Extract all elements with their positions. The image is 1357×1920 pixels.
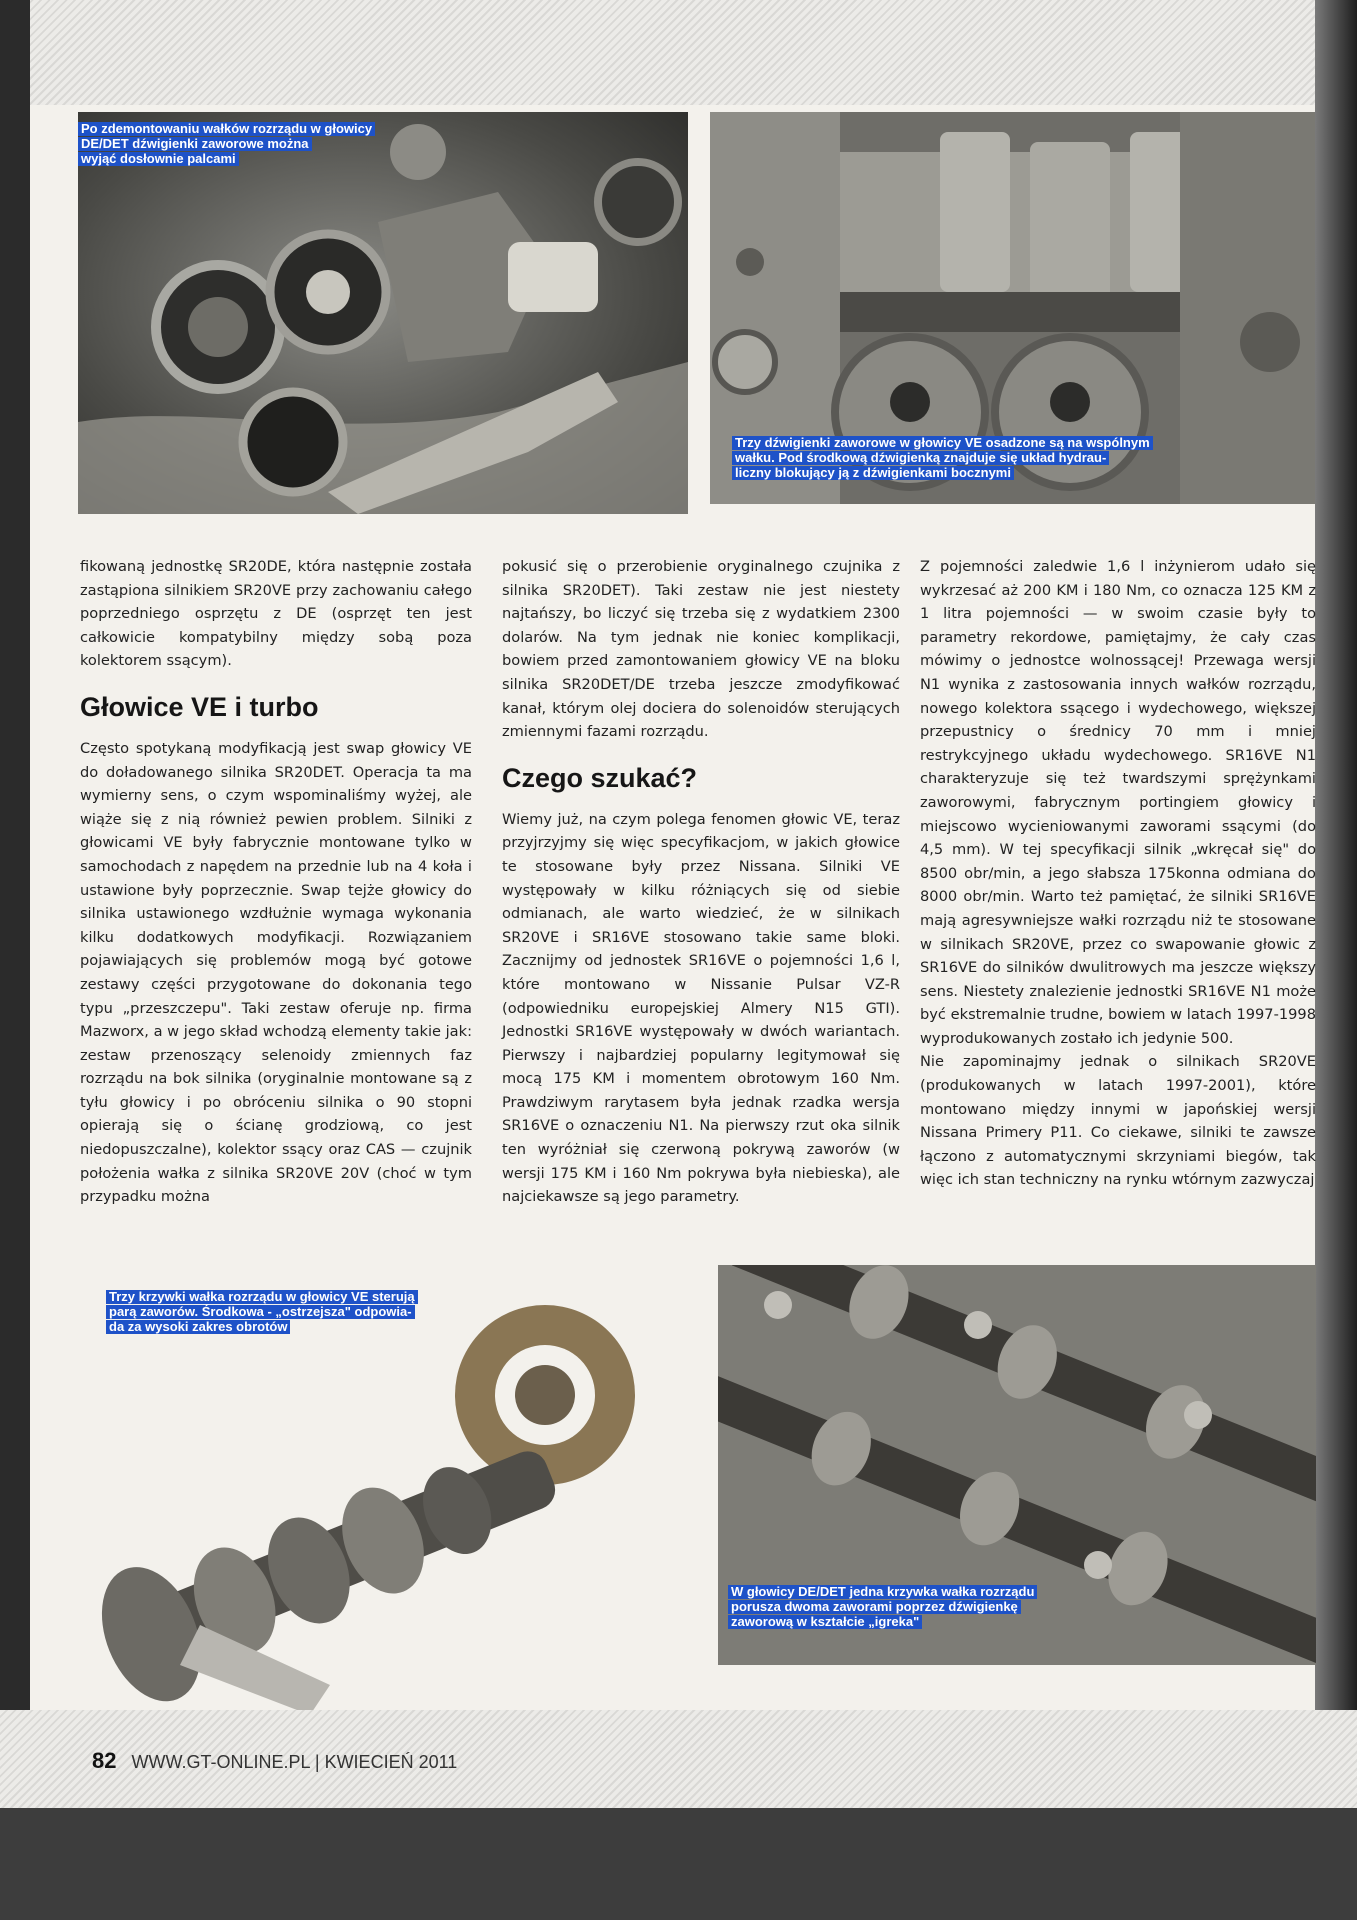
caption-camshaft (106, 1290, 418, 1335)
footer-issue: KWIECIEŃ 2011 (324, 1752, 458, 1772)
left-binding-edge (0, 0, 30, 1808)
footer-separator: | (314, 1752, 320, 1772)
caption-line: zaworową w kształcie „igreka" (728, 1615, 922, 1629)
caption-line: da za wysoki zakres obrotów (106, 1320, 290, 1334)
caption-ve-rocker-arms (732, 436, 1153, 481)
caption-de-rocker-arms (78, 122, 375, 167)
scan-background-bottom (0, 1808, 1357, 1920)
paragraph: fikowaną jednostkę SR20DE, która następnie została zastąpiona silnikiem SR20VE przy zachowaniu całego poprzedniego osprzętu z DE (osprzęt ten jest całkowicie kompatybilny między sobą poza kolektorem ssącym). (80, 558, 472, 670)
photo-ve-rocker-arms (710, 112, 1315, 504)
photo-camshaft (70, 1285, 710, 1715)
paragraph: Wiemy już, na czym polega fenomen głowic VE, teraz przyjrzyjmy się więc specyfikacjom, w jakich głowice te stosowane były przez Nissana. Silniki VE występowały w kilku różniących się od siebie odmianach, ale warto wiedzieć, że w silnikach SR20VE i SR16VE stosowano takie same bloki. Zacznijmy od jednostek SR16VE o pojemności 1,6 l, które montowano w Nissanie Pulsar VZ-R (odpowiedniku europejskiej Almery N15 GTI). Jednostki SR16VE występowały w dwóch wariantach. Pierwszy i najbardziej popularny legitymował się mocą 175 KM i momentem obrotowym 160 Nm. Prawdziwym rarytasem była jednak rzadka wersja SR16VE o oznaczeniu N1. Na pierwszy rzut oka silnik ten wyróżniał się czerwoną pokrywą zaworów (w wersji 175 KM i 160 Nm pokrywa była niebieska), ale najciekawsze są jego parametry. (502, 810, 900, 1206)
caption-line: DE/DET dźwigienki zaworowe można (78, 137, 312, 151)
caption-line: Trzy krzywki wałka rozrządu w głowicy VE sterują (106, 1290, 418, 1304)
article-column-1 (80, 555, 472, 1209)
paragraph: pokusić się o przerobienie oryginalnego czujnika z silnika SR20DET). Taki zestaw nie jest niestety najtańszy, bo liczyć się trzeba się z wydatkiem 2300 dolarów. Na tym jednak nie koniec komplikacji, bowiem przed zamontowaniem głowicy VE na bloku silnika SR20DET/DE trzeba jeszcze zmodyfikować kanał, którym olej dociera do solenoidów sterujących zmiennymi fazami rozrządu. (502, 558, 900, 741)
page-footer (92, 1748, 457, 1774)
caption-line: liczny blokujący ją z dźwigienkami bocznymi (732, 466, 1014, 480)
caption-line: wałku. Pod środkową dźwigienką znajduje się układ hydrau- (732, 451, 1109, 465)
caption-line: W głowicy DE/DET jedna krzywka wałka rozrządu (728, 1585, 1037, 1599)
section-heading: Czego szukać? (502, 762, 698, 793)
caption-det-rocker (728, 1585, 1037, 1630)
footer-website: WWW.GT-ONLINE.PL (131, 1752, 310, 1772)
paragraph: Z pojemności zaledwie 1,6 l inżynierom udało się wykrzesać aż 200 KM i 180 Nm, co oznacza 125 KM z 1 litra pojemności — w swoim czasie były to parametry rekordowe, pamiętajmy, że cały czas mówimy o jednostce wolnossącej! Przewaga wersji N1 wynika z zastosowania innych wałków rozrządu, nowego kolektora ssącego i wydechowego, większej przepustnicy o średnicy 70 mm i mniej restrykcyjnego układu wydechowego. SR16VE N1 charakteryzuje się też twardszymi sprężynkami zaworowymi, fabrycznym portingiem głowicy i miejscowo wycieniowanymi zaworami ssącymi (do 4,5 mm). W tej specyfikacji silnik „wkręcał się" do 8500 obr/min, a jego słabsza 175konna odmiana do 8000 obr/min. Warto też pamiętać, że silniki SR16VE mają agresywniejsze wałki rozrządu niż te stosowane w silnikach SR20VE, przez co swapowanie głowic z SR16VE do silników dwulitrowych ma jeszcze większy sens. Niestety znalezienie jednostki SR16VE N1 może być ekstremalnie trudne, bowiem w latach 1997-1998 wyprodukowanych zostało ich jedynie 500. (920, 558, 1316, 1047)
article-column-3 (920, 555, 1316, 1192)
paragraph: Często spotykaną modyfikacją jest swap głowicy VE do doładowanego silnika SR20DET. Operacja ta ma wymierny sens, o czym wspominaliśmy wyżej, ale wiąże się z nią również pewien problem. Silniki z głowicami VE były fabrycznie montowane tylko w samochodach z napędem na przednie lub na 4 koła i ustawione były poprzecznie. Swap tejże głowicy do silnika ustawionego wzdłużnie wymaga wykonania kilku dodatkowych modyfikacji. Rozwiązaniem pojawiających się problemów mogą być gotowe zestawy części przygotowane do dokonania tego typu „przeszczepu". Taki zestaw oferuje np. firma Mazworx, a w jego skład wchodzą elementy takie jak: zestaw przenoszący selenoidy zmiennych faz rozrządu na bok silnika (oryginalnie montowane są z tyłu głowicy i po obróceniu silnika o 90 stopni opierają się o ścianę grodziową, co jest niedopuszczalne), kolektor ssący oraz CAS — czujnik położenia wałka z silnika SR20VE 20V (choć w tym przypadku można (80, 739, 472, 1206)
right-page-curl (1315, 0, 1357, 1808)
caption-line: wyjąć dosłownie palcami (78, 152, 239, 166)
paragraph: Nie zapominajmy jednak o silnikach SR20VE (produkowanych w latach 1997-2001), które montowano między innymi w japońskiej wersji Nissana Primery P11. Co ciekawe, silniki te zawsze łączono z automatycznymi skrzyniami biegów, tak więc ich stan techniczny na rynku wtórnym zazwyczaj (920, 1053, 1316, 1189)
article-column-2 (502, 555, 900, 1209)
photo-det-cylinder-head (718, 1265, 1316, 1665)
photo-cylinder-head-de (78, 112, 688, 514)
page-number: 82 (92, 1748, 117, 1773)
caption-line: Trzy dźwigienki zaworowe w głowicy VE osadzone są na wspólnym (732, 436, 1153, 450)
caption-line: porusza dwoma zaworami poprzez dźwigienkę (728, 1600, 1021, 1614)
caption-line: Po zdemontowaniu wałków rozrządu w głowicy (78, 122, 375, 136)
top-stripe-background (0, 0, 1357, 105)
section-heading: Głowice VE i turbo (80, 691, 319, 722)
caption-line: parą zaworów. Środkowa - „ostrzejsza" odpowia- (106, 1305, 415, 1319)
